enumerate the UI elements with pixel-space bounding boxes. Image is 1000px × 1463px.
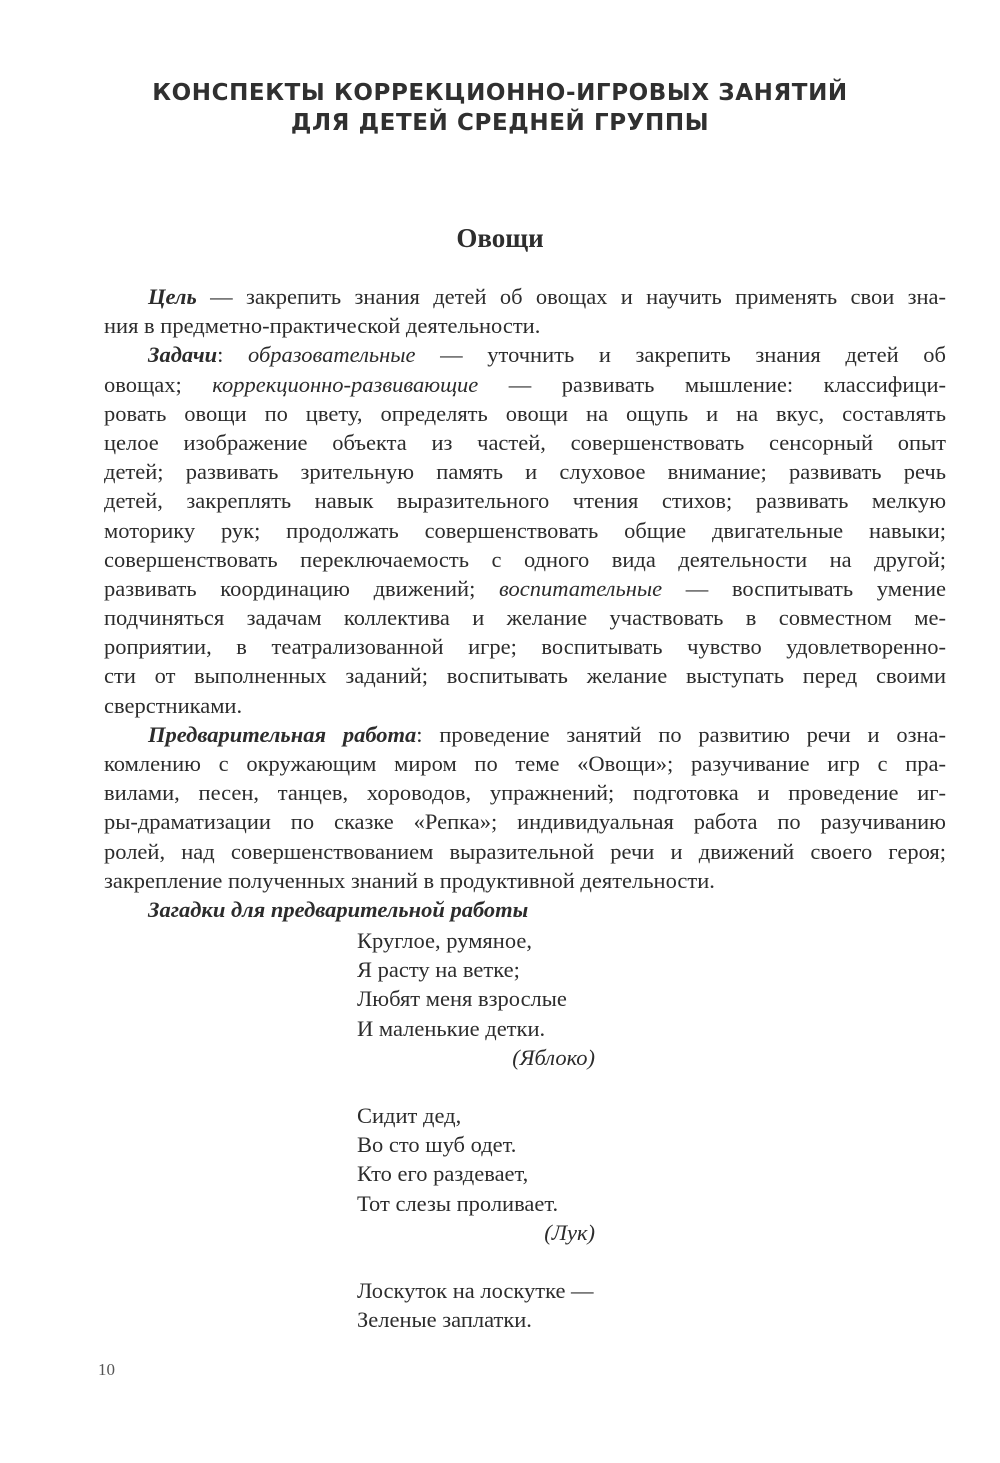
prep-work-label: Предварительная работа bbox=[148, 721, 417, 747]
page-number: 10 bbox=[98, 1360, 115, 1379]
goal-line-1: Цель — закрепить знания детей об овощах и научить применять свои зна- bbox=[148, 284, 946, 309]
body-text bbox=[104, 282, 946, 924]
tasks-line-12: сти от выполненных заданий; воспитывать желание выступать перед своими bbox=[104, 663, 946, 689]
riddle-cabbage bbox=[357, 1276, 657, 1334]
tasks-line-11: роприятии, в театрализованной игре; воспитывать чувство удовлетворенно- bbox=[104, 634, 946, 660]
tasks-line-8: совершенствовать переключаемость с одного вида деятельности на другой; bbox=[104, 546, 946, 572]
riddle-line: Я расту на ветке; bbox=[357, 957, 520, 983]
riddle-line: Кто его раздевает, bbox=[357, 1161, 529, 1187]
tasks-line-3: ровать овощи по цвету, определять овощи на ощупь и на вкус, составлять bbox=[104, 400, 946, 426]
prep-line-1: Предварительная работа: проведение занятий по развитию речи и озна- bbox=[148, 721, 946, 747]
prep-line-4: ры-драматизации по сказке «Репка»; индивидуальная работа по разучиванию bbox=[104, 809, 946, 835]
riddle-apple bbox=[357, 926, 657, 1072]
prep-line-6: закрепление полученных знаний в продуктивной деятельности. bbox=[104, 867, 715, 893]
tasks-line-6: детей, закреплять навык выразительного чтения стихов; развивать мелкую bbox=[104, 488, 946, 514]
tasks-line-4: целое изображение объекта из частей, совершенствовать сенсорный опыт bbox=[104, 429, 946, 455]
tasks-line-13: сверстниками. bbox=[104, 692, 243, 718]
prep-line-2: комлению с окружающим миром по теме «Овощи»; разучивание игр с пра- bbox=[104, 751, 946, 776]
riddle-answer: (Лук) bbox=[544, 1219, 595, 1245]
riddle-line: Сидит дед, bbox=[357, 1103, 462, 1129]
section-title: Овощи bbox=[456, 223, 544, 253]
riddle-line: Круглое, румяное, bbox=[357, 928, 532, 953]
riddles-block bbox=[357, 926, 657, 1363]
tasks-line-7: моторику рук; продолжать совершенствовать общие двигательные навыки; bbox=[104, 517, 946, 543]
tasks-line-9: развивать координацию движений; воспитательные — воспитывать умение bbox=[104, 575, 946, 601]
riddle-line: Тот слезы проливает. bbox=[357, 1190, 559, 1216]
riddle-line: Любят меня взрослые bbox=[357, 986, 567, 1012]
chapter-title-line-2: ДЛЯ ДЕТЕЙ СРЕДНЕЙ ГРУППЫ bbox=[290, 110, 710, 136]
riddles-heading: Загадки для предварительной работы bbox=[148, 896, 529, 922]
riddle-line: Во сто шуб одет. bbox=[357, 1132, 517, 1158]
prep-line-3: вилами, песен, танцев, хороводов, упражнений; подготовка и проведение иг- bbox=[104, 780, 946, 806]
tasks-line-10: подчиняться задачам коллектива и желание участвовать в совместном ме- bbox=[104, 605, 946, 631]
tasks-label: Задачи bbox=[148, 342, 218, 368]
prep-line-5: ролей, над совершенствованием выразительной речи и движений своего героя; bbox=[104, 838, 946, 864]
goal-label: Цель bbox=[148, 284, 197, 309]
upbringing-label: воспитательные bbox=[499, 575, 663, 601]
tasks-line-2: овощах; коррекционно-развивающие — развивать мышление: классифици- bbox=[104, 371, 946, 397]
tasks-line-1: Задачи: образовательные — уточнить и закрепить знания детей об bbox=[148, 342, 946, 368]
chapter-title-line-1: КОНСПЕКТЫ КОРРЕКЦИОННО-ИГРОВЫХ ЗАНЯТИЙ bbox=[152, 80, 848, 106]
riddle-line: Зеленые заплатки. bbox=[357, 1307, 532, 1333]
correctional-label: коррекционно-развивающие bbox=[212, 371, 479, 397]
chapter-title bbox=[0, 78, 1000, 138]
tasks-line-5: детей; развивать зрительную память и слуховое внимание; развивать речь bbox=[104, 459, 946, 485]
educational-label: образовательные bbox=[248, 342, 416, 368]
riddle-onion bbox=[357, 1101, 657, 1247]
riddle-line: И маленькие детки. bbox=[357, 1015, 546, 1041]
riddle-answer: (Яблоко) bbox=[512, 1044, 595, 1070]
goal-line-2: ния в предметно-практической деятельности. bbox=[104, 313, 541, 339]
riddle-line: Лоскуток на лоскутке — bbox=[357, 1278, 594, 1304]
